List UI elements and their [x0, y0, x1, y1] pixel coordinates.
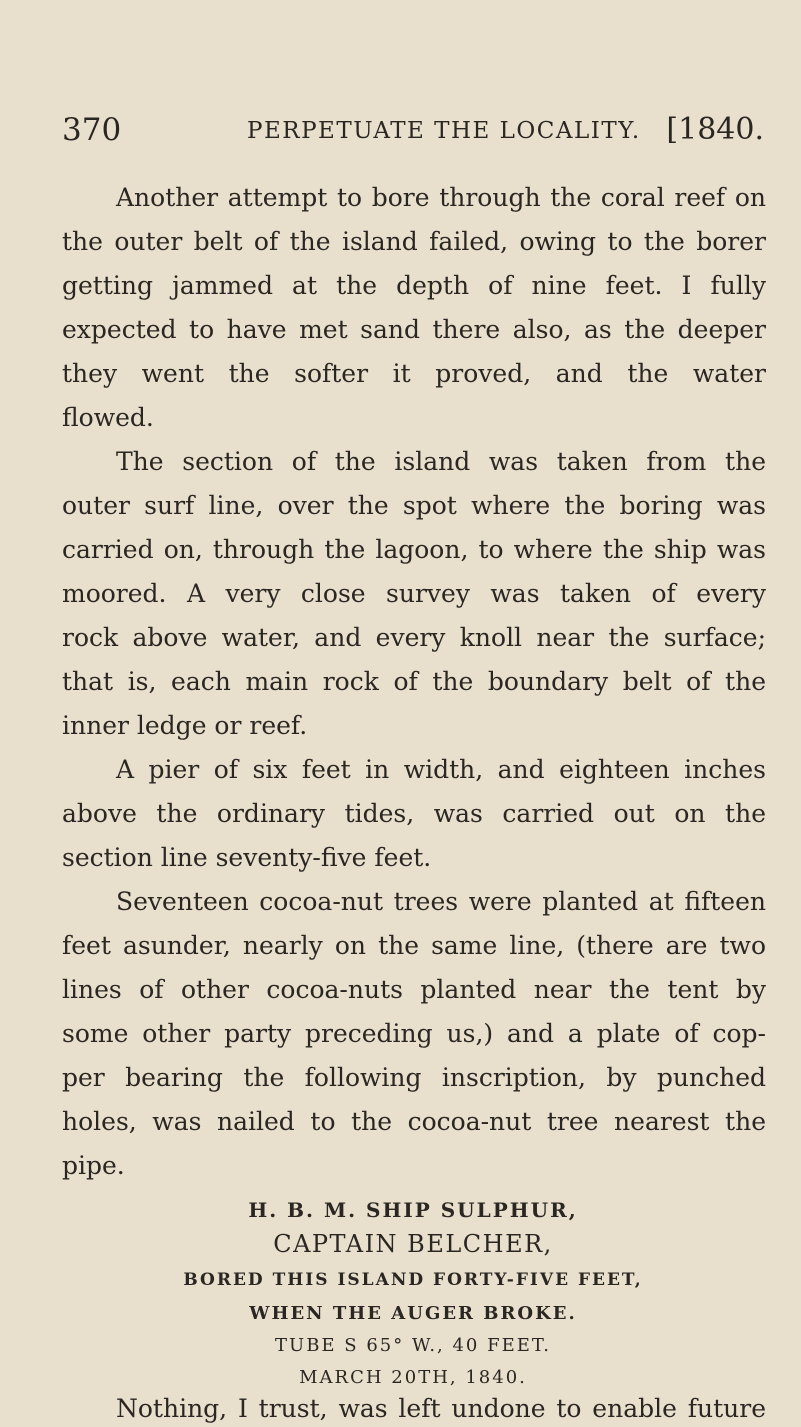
text-line: the outer belt of the island failed, owing to the borer — [62, 227, 766, 256]
text-line: per bearing the following inscription, by punched — [62, 1063, 766, 1092]
inscription-line: BORED THIS ISLAND FORTY-FIVE FEET, — [183, 1270, 643, 1290]
text-line: expected to have met sand there also, as the deeper — [62, 315, 766, 344]
text-line: The section of the island was taken from the — [116, 447, 766, 476]
text-line: Seventeen cocoa-nut trees were planted at fifteen — [116, 887, 766, 916]
inscription-line: H. B. M. SHIP SULPHUR, — [248, 1198, 578, 1222]
text-line: lines of other cocoa-nuts planted near the tent by — [62, 975, 766, 1004]
text-line: rock above water, and every knoll near the surface; — [62, 623, 766, 652]
text-line: inner ledge or reef. — [62, 711, 308, 740]
page-number: 370 — [62, 112, 122, 148]
text-line: that is, each main rock of the boundary belt of the — [62, 667, 766, 696]
running-header — [62, 112, 764, 156]
inscription-line: MARCH 20TH, 1840. — [299, 1367, 527, 1388]
text-line: they went the softer it proved, and the water — [62, 359, 766, 388]
header-year: [1840. — [666, 112, 764, 147]
text-line: Nothing, I trust, was left undone to enable future — [116, 1394, 766, 1423]
text-line: above the ordinary tides, was carried out on the — [62, 799, 766, 828]
inscription-line: TUBE S 65° W., 40 FEET. — [275, 1335, 551, 1356]
text-line: A pier of six feet in width, and eighteen inches — [116, 755, 766, 784]
text-line: moored. A very close survey was taken of every — [62, 579, 766, 608]
text-line: Another attempt to bore through the coral reef on — [116, 183, 766, 212]
text-line: some other party preceding us,) and a plate of cop- — [62, 1019, 766, 1048]
running-title: PERPETUATE THE LOCALITY. — [247, 118, 641, 144]
inscription-line: WHEN THE AUGER BROKE. — [249, 1303, 577, 1324]
text-line: section line seventy-five feet. — [62, 843, 432, 872]
text-line: pipe. — [62, 1151, 125, 1180]
text-line: carried on, through the lagoon, to where the ship was — [62, 535, 766, 564]
text-line: outer surf line, over the spot where the boring was — [62, 491, 766, 520]
text-line: feet asunder, nearly on the same line, (there are two — [62, 931, 766, 960]
text-line: flowed. — [62, 403, 154, 432]
text-line: holes, was nailed to the cocoa-nut tree nearest the — [62, 1107, 766, 1136]
inscription-line: CAPTAIN BELCHER, — [273, 1230, 553, 1258]
text-line: getting jammed at the depth of nine feet. I fully — [62, 271, 766, 300]
